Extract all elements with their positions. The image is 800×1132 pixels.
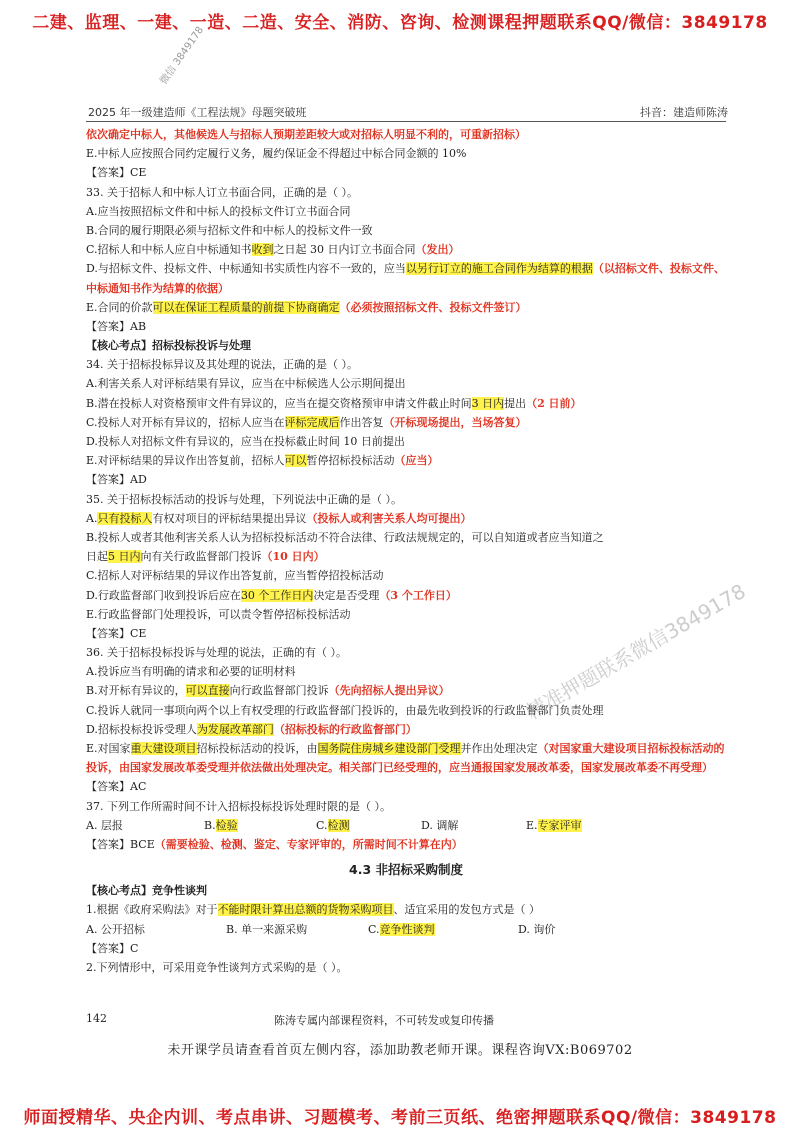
highlighted-text: 可以在保证工程质量的前提下协商确定 xyxy=(152,300,340,314)
option-c xyxy=(316,816,421,835)
option-line: D.投标人对招标文件有异议的，应当在投标截止时间 10 日前提出 xyxy=(86,435,405,449)
option-d: D. 询价 xyxy=(518,922,556,936)
highlighted-text: 可以 xyxy=(284,454,307,468)
diagonal-watermark-small: 微信 3849178 xyxy=(158,24,207,87)
text-run: C. xyxy=(368,922,380,936)
core-topic-heading: 【核心考点】竞争性谈判 xyxy=(86,884,207,898)
option-a: A. 公开招标 xyxy=(86,922,145,936)
correction-note: （应当） xyxy=(394,454,439,468)
text-run: E.合同的价款 xyxy=(86,300,153,314)
highlighted-text: 以另行订立的施工合同作为结算的根据 xyxy=(405,262,593,276)
option-line: B.投标人或者其他利害关系人认为招标投标活动不符合法律、行政法规规定的，可以自知道或者应当知道之 xyxy=(86,530,604,544)
option-line xyxy=(86,681,726,700)
option-b xyxy=(204,816,316,835)
text-run: E. xyxy=(526,818,538,832)
text-run: B.对开标有异议的， xyxy=(86,684,186,698)
option-row xyxy=(86,816,726,835)
correction-note: （投标人或利害关系人均可提出） xyxy=(306,511,472,525)
correction-note: （3 个工作日） xyxy=(379,588,457,602)
highlighted-text: 只有投标人 xyxy=(97,511,153,525)
highlighted-text: 为发展改革部门 xyxy=(196,722,274,736)
highlighted-text: 检测 xyxy=(327,818,350,832)
core-topic-heading: 【核心考点】招标投标投诉与处理 xyxy=(86,339,251,353)
text-run: E.对评标结果的异议作出答复前，招标人 xyxy=(86,454,285,468)
text-run: 【答案】BCE xyxy=(86,838,155,851)
text-run: 日起 xyxy=(86,550,108,564)
option-line xyxy=(86,259,726,297)
text-run: B. xyxy=(204,818,216,832)
text-run: C. xyxy=(316,818,328,832)
option-line xyxy=(86,739,726,777)
option-line: E.行政监督部门处理投诉，可以责令暂停招标投标活动 xyxy=(86,607,351,621)
correction-note: （开标现场提出，当场答复） xyxy=(383,415,527,429)
text-run: 并作出处理决定 xyxy=(460,742,538,756)
text-run: 作出答复 xyxy=(339,415,384,429)
text-run: D.与招标文件、投标文件、中标通知书实质性内容不一致的，应当 xyxy=(86,262,406,276)
option-c xyxy=(368,920,518,939)
answer-line: 【答案】AD xyxy=(86,473,147,487)
option-e xyxy=(526,816,582,835)
text-run: 决定是否受理 xyxy=(313,588,380,602)
text-line: 依次确定中标人，其他候选人与招标人预期差距较大或对招标人明显不利的，可重新招标） xyxy=(86,128,526,141)
correction-note: （2 日前） xyxy=(526,396,582,410)
course-promo-line: 未开课学员请查看首页左侧内容，添加助教老师开课。课程咨询VX:B069702 xyxy=(167,1043,633,1058)
bottom-promo-banner: 师面授精华、央企内训、考点串讲、习题模考、考前三页纸、绝密押题联系QQ/微信：3849178 xyxy=(23,1108,777,1128)
option-line-continued xyxy=(86,547,726,566)
highlighted-text: 检验 xyxy=(215,818,238,832)
correction-note: （需要检验、检测、鉴定、专家评审的，所需时间不计算在内） xyxy=(154,838,463,851)
text-run: 之日起 30 日内订立书面合同 xyxy=(273,243,416,257)
highlighted-text: 30 个工作日内 xyxy=(240,588,314,602)
option-a: A. 层报 xyxy=(86,818,123,832)
highlighted-text: 3 日内 xyxy=(471,396,505,410)
option-line xyxy=(86,451,726,470)
footer-note: 陈涛专属内部课程资料，不可转发或复印传播 xyxy=(274,1014,494,1027)
answer-line: 【答案】C xyxy=(86,941,139,955)
text-run: 1.根据《政府采购法》对于 xyxy=(86,903,218,917)
text-run: 招标投标活动的投诉，由 xyxy=(196,742,318,756)
text-run: 、适宜采用的发包方式是（ ） xyxy=(393,903,540,917)
header-divider xyxy=(86,121,726,122)
highlighted-text: 重大建设项目 xyxy=(130,742,197,756)
option-line xyxy=(86,240,726,259)
text-run: 有权对项目的评标结果提出异议 xyxy=(152,511,307,525)
option-line xyxy=(86,394,726,413)
text-run: 提出 xyxy=(504,396,527,410)
text-run: 暂停招标投标活动 xyxy=(306,454,395,468)
option-line xyxy=(86,509,726,528)
section-heading: 4.3 非招标采购制度 xyxy=(349,862,463,878)
option-line: B.合同的履行期限必须与招标文件和中标人的投标文件一致 xyxy=(86,223,373,237)
header-author: 抖音：建造师陈涛 xyxy=(640,106,728,119)
correction-note: （招标投标的行政监督部门） xyxy=(273,722,417,736)
correction-note: （发出） xyxy=(415,243,460,257)
option-line: C.招标人对评标结果的异议作出答复前，应当暂停招投标活动 xyxy=(86,569,384,583)
text-run: 向行政监督部门投诉 xyxy=(229,684,329,698)
question-35: 35. 关于招标投标活动的投诉与处理，下列说法中正确的是（ ）。 xyxy=(86,492,402,506)
option-line xyxy=(86,413,726,432)
text-run: B.潜在投标人对资格预审文件有异议的，应当在提交资格预审申请文件截止时间 xyxy=(86,396,472,410)
option-line xyxy=(86,298,726,317)
option-line: A.应当按照招标文件和中标人的投标文件订立书面合同 xyxy=(86,204,351,218)
page-number: 142 xyxy=(86,1012,107,1025)
text-run: D.行政监督部门收到投诉后应在 xyxy=(86,588,241,602)
question-33: 33. 关于招标人和中标人订立书面合同，正确的是（ ）。 xyxy=(86,185,358,199)
question-36: 36. 关于招标投标投诉与处理的说法，正确的有（ ）。 xyxy=(86,646,347,660)
option-line xyxy=(86,720,726,739)
answer-line: 【答案】AB xyxy=(86,319,147,333)
option-line: C.投诉人就同一事项向两个以上有权受理的行政监督部门投诉的，由最先收到投诉的行政监督部门负责处理 xyxy=(86,703,604,717)
highlighted-text: 竞争性谈判 xyxy=(379,922,435,936)
option-row xyxy=(86,920,726,939)
correction-note: （10 日内） xyxy=(261,550,325,564)
header-course-title: 2025 年一级建造师《工程法规》母题突破班 xyxy=(88,106,307,119)
text-run: E.对国家 xyxy=(86,742,131,756)
option-line: E.中标人应按照合同约定履行义务，履约保证金不得超过中标合同金额的 10% xyxy=(86,147,467,161)
highlighted-text: 国务院住房城乡建设部门受理 xyxy=(317,742,461,756)
correction-note: （对国家重大建设项目招标投标活动的投诉，由国家发展改革委受理并依法做出处理决定。相关部门已经受理的，应当通报国家发展改革委，国家发展改革委不再受理） xyxy=(86,742,725,775)
question-1 xyxy=(86,900,726,919)
text-run: C.招标人和中标人应自中标通知书 xyxy=(86,243,252,257)
option-b: B. 单一来源采购 xyxy=(226,922,308,936)
option-line: A.投诉应当有明确的请求和必要的证明材料 xyxy=(86,665,296,679)
answer-line: 【答案】AC xyxy=(86,780,147,794)
highlighted-text: 不能时限计算出总额的货物采购项目 xyxy=(217,903,394,917)
correction-note: （必须按照招标文件、投标文件签订） xyxy=(339,300,527,314)
option-line: A.利害关系人对评标结果有异议，应当在中标候选人公示期间提出 xyxy=(86,377,406,391)
question-34: 34. 关于招标投标异议及其处理的说法，正确的是（ ）。 xyxy=(86,358,358,372)
text-run: 向有关行政监督部门投诉 xyxy=(140,550,262,564)
question-37: 37. 下列工作所需时间不计入招标投标投诉处理时限的是（ ）。 xyxy=(86,799,391,813)
correction-note: （以招标文件、投标文件、中标通知书作为结算的依据） xyxy=(86,262,725,295)
answer-line: 【答案】CE xyxy=(86,166,147,180)
question-2: 2.下列情形中，可采用竞争性谈判方式采购的是（ ）。 xyxy=(86,960,348,974)
text-run: A. xyxy=(86,511,98,525)
highlighted-text: 5 日内 xyxy=(108,550,141,564)
text-run: D.招标投标投诉受理人 xyxy=(86,722,197,736)
highlighted-text: 专家评审 xyxy=(537,818,582,832)
highlighted-text: 可以直接 xyxy=(185,684,230,698)
top-promo-banner: 二建、监理、一建、一造、二造、安全、消防、咨询、检测课程押题联系QQ/微信：3849178 xyxy=(32,13,768,33)
answer-line: 【答案】CE xyxy=(86,626,147,640)
option-line xyxy=(86,586,726,605)
diagonal-watermark-large: 精准押题联系微信3849178 xyxy=(522,578,750,725)
correction-note: （先向招标人提出异议） xyxy=(328,684,450,698)
highlighted-text: 评标完成后 xyxy=(284,415,340,429)
highlighted-text: 收到 xyxy=(251,243,274,257)
answer-line xyxy=(86,835,726,854)
document-body xyxy=(86,125,726,977)
option-d: D. 调解 xyxy=(421,818,459,832)
text-run: C.投标人对开标有异议的，招标人应当在 xyxy=(86,415,285,429)
